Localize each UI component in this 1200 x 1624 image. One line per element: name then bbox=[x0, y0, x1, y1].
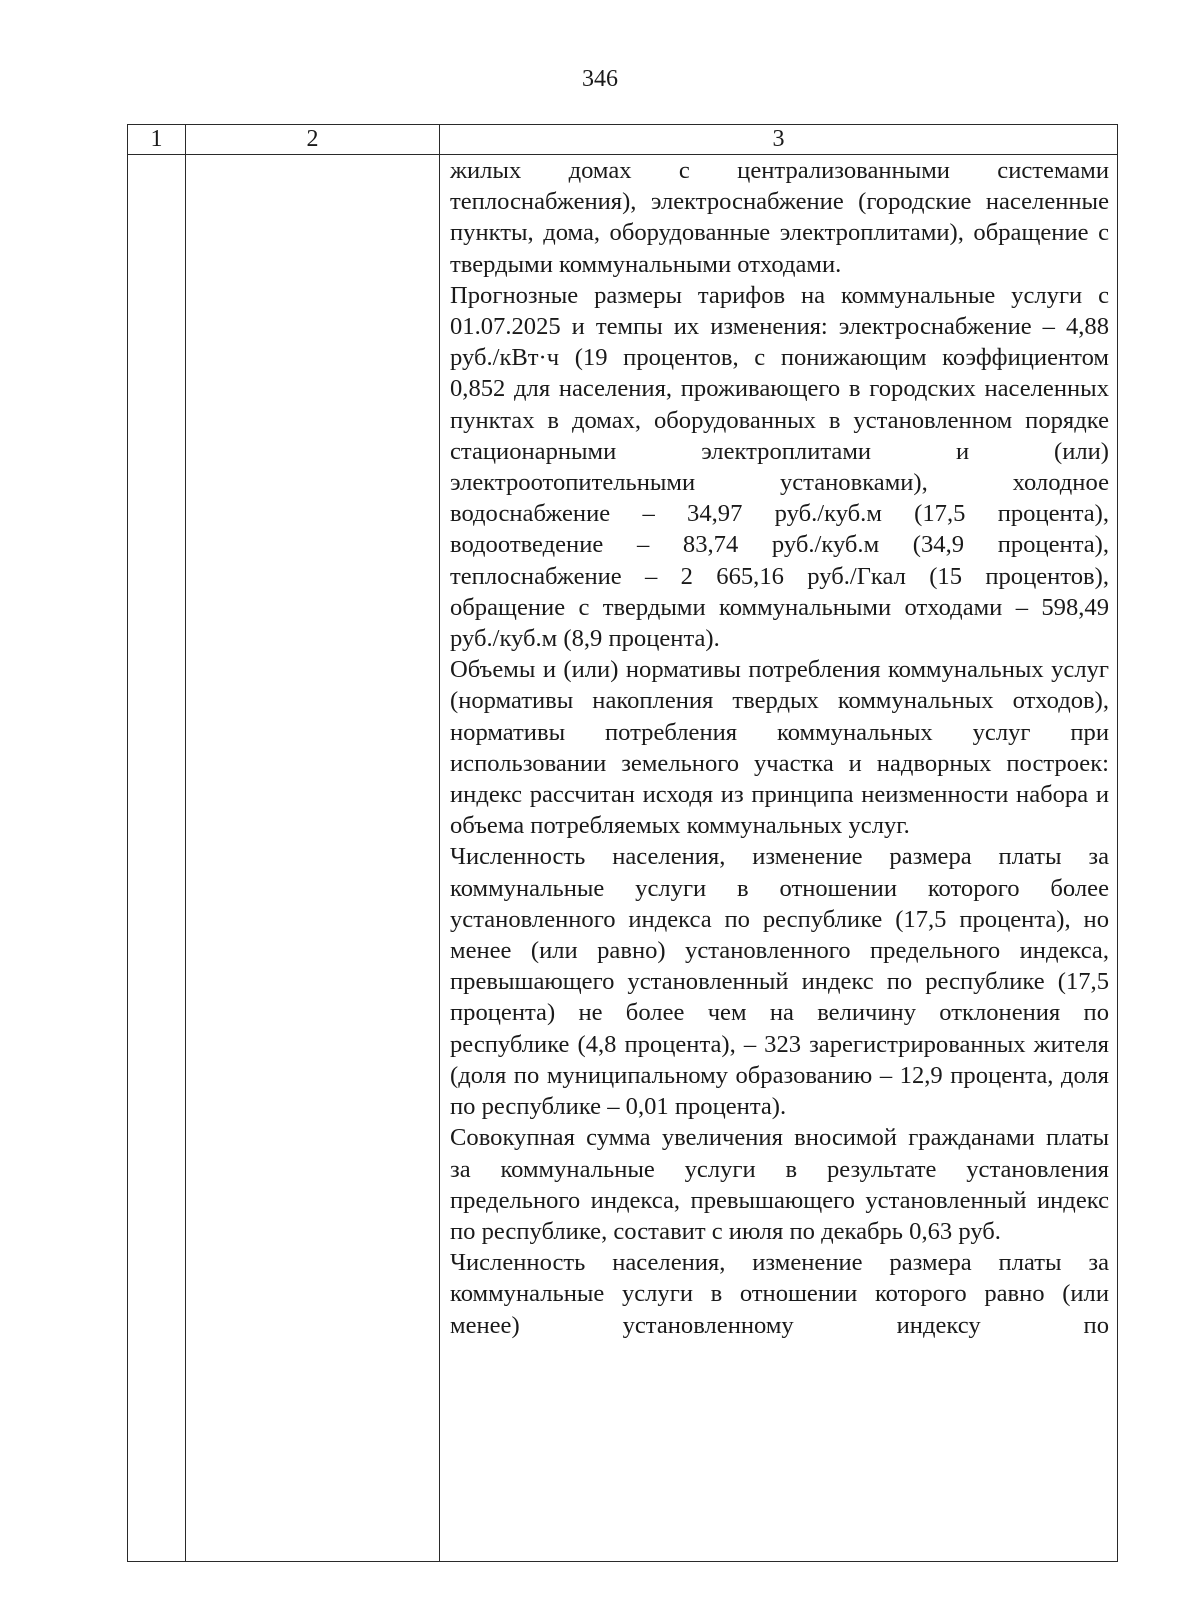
column-1-cell bbox=[128, 155, 186, 1562]
table-header-row bbox=[128, 125, 1118, 155]
column-header-3: 3 bbox=[440, 125, 1118, 155]
page-number: 346 bbox=[582, 66, 618, 92]
column-header-2: 2 bbox=[186, 125, 440, 155]
paragraph-tariff-types: жилых домах с централизованными системами теплоснабжения), электроснабжение (городские населенные пункты, дома, оборудованные электроплитами), обращение с твердыми коммунальными отходами. bbox=[450, 157, 1109, 278]
table-row bbox=[128, 155, 1118, 1562]
column-2-cell bbox=[186, 155, 440, 1562]
paragraph-population-within-index: Численность населения, изменение размера платы за коммунальные услуги в отношении которого равно (или менее) установленному индексу по bbox=[450, 1249, 1109, 1339]
paragraph-forecast-tariffs: Прогнозные размеры тарифов на коммунальные услуги с 01.07.2025 и темпы их изменения: электроснабжение – 4,88 руб./кВт·ч (19 процентов, с понижающим коэффициентом 0,852 для населения, проживающего в городских населенных пунктах в домах, оборудованных в установленном порядке стационарными электроплитами и (или) электроотопительными установками), холодное водоснабжение – 34,97 руб./куб.м (17,5 процента), водоотведение – 83,74 руб./куб.м (34,9 процента), теплоснабжение – 2 665,16 руб./Гкал (15 процентов), обращение с твердыми коммунальными отходами – 598,49 руб./куб.м (8,9 процента). bbox=[450, 281, 1109, 653]
column-3-cell bbox=[440, 155, 1118, 1562]
document-table bbox=[127, 124, 1118, 1562]
paragraph-consumption-norms: Объемы и (или) нормативы потребления коммунальных услуг (нормативы накопления твердых коммунальных отходов), нормативы потребления коммунальных услуг при использовании земельного участка и надворных построек: индекс рассчитан исходя из принципа неизменности набора и объема потребляемых коммунальных услуг. bbox=[450, 656, 1109, 840]
paragraph-population-above-index: Численность населения, изменение размера платы за коммунальные услуги в отношении которого более установленного индекса по республике (17,5 процента), но менее (или равно) установленного предельного индекса, превышающего установленный индекс по республике (17,5 процента) не более чем на величину отклонения по республике (4,8 процента), – 323 зарегистрированных жителя (доля по муниципальному образованию – 12,9 процента, доля по республике – 0,01 процента). bbox=[450, 843, 1109, 1121]
paragraph-total-increase: Совокупная сумма увеличения вносимой гражданами платы за коммунальные услуги в результате установления предельного индекса, превышающего установленный индекс по республике, составит с июля по декабрь 0,63 руб. bbox=[450, 1124, 1109, 1245]
column-header-1: 1 bbox=[128, 125, 186, 155]
